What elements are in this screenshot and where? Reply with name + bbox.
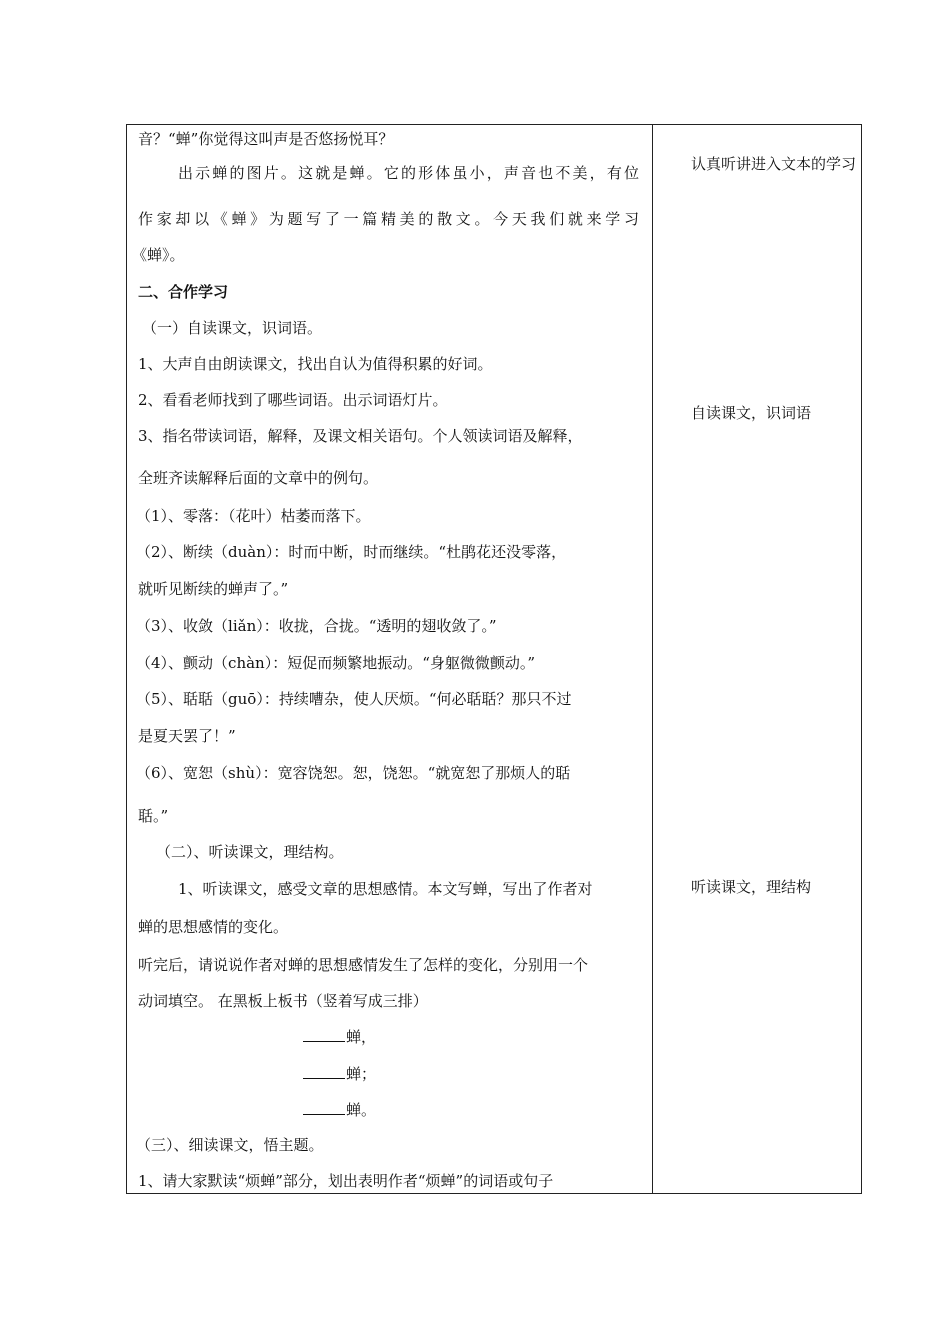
line-text: （5）、聒聒（guō）：持续嘈杂，使人厌烦。“何必聒聒？那只不过 <box>136 690 572 708</box>
line-text: 《蝉》。 <box>132 246 185 264</box>
content-line <box>138 991 428 1011</box>
content-line <box>136 616 497 636</box>
content-line <box>138 209 639 229</box>
line-text: 全班齐读解释后面的文章中的例句。 <box>138 469 379 487</box>
content-line <box>138 282 228 302</box>
line-text: 蝉的思想感情的变化。 <box>138 918 289 936</box>
line-text: 3、指名带读词语，解释，及课文相关语句。个人领读词语及解释， <box>138 427 583 445</box>
content-line <box>178 163 639 183</box>
line-text: 听完后，请说说作者对蝉的思想感情发生了怎样的变化，分别用一个 <box>138 956 589 974</box>
content-line <box>132 245 185 265</box>
line-text: 音？“蝉”你觉得这叫声是否悠扬悦耳？ <box>138 130 394 148</box>
content-line <box>138 129 393 149</box>
fill-in-blank <box>303 1100 345 1115</box>
line-text: 1、听读课文，感受文章的思想感情。本文写蝉，写出了作者对 <box>178 880 593 898</box>
line-text: （3）、收敛（liǎn）：收拢，合拢。“透明的翅收敛了。” <box>136 617 497 635</box>
content-line <box>136 506 371 526</box>
content-line <box>303 1064 376 1084</box>
content-line <box>136 763 570 783</box>
activity-note: 认真听讲进入文本的学习 <box>691 155 857 173</box>
teaching-content-cell <box>127 125 652 1193</box>
content-line <box>138 390 448 410</box>
line-text: 1、请大家默读“烦蝉”部分，划出表明作者“烦蝉”的词语或句子 <box>138 1172 554 1190</box>
line-text: （三）、细读课文，悟主题。 <box>136 1136 324 1154</box>
content-line <box>138 726 236 746</box>
content-line <box>136 1135 324 1155</box>
content-line <box>138 1171 553 1191</box>
line-text: （一）自读课文，识词语。 <box>142 319 323 337</box>
line-text: （6）、宽恕（shù）：宽容饶恕。恕，饶恕。“就宽恕了那烦人的聒 <box>136 764 571 782</box>
content-line <box>138 917 288 937</box>
content-line <box>138 579 288 599</box>
content-line <box>136 689 572 709</box>
line-text: 2、看看老师找到了哪些词语。出示词语灯片。 <box>138 391 448 409</box>
fill-in-blank <box>303 1064 345 1079</box>
content-line <box>138 806 168 826</box>
line-text: 蝉。 <box>346 1101 377 1119</box>
content-line <box>303 1100 376 1120</box>
content-line <box>178 879 593 899</box>
line-text: 动词填空。 在黑板上板书（竖着写成三排） <box>138 992 428 1010</box>
line-text: （1）、零落：（花叶）枯萎而落下。 <box>136 507 371 525</box>
content-line <box>138 955 588 975</box>
content-line <box>136 653 535 673</box>
content-line <box>136 542 566 562</box>
fill-in-blank <box>303 1027 345 1042</box>
activity-note: 听读课文，理结构 <box>691 878 812 896</box>
line-text: 作家却以《蝉》为题写了一篇精美的散文。今天我们就来学习 <box>138 210 639 228</box>
lesson-plan-table <box>126 124 862 1194</box>
line-text: （4）、颤动（chàn）：短促而频繁地振动。“身躯微微颤动。” <box>136 654 536 672</box>
content-line <box>138 468 378 488</box>
content-line <box>142 318 322 338</box>
line-text: 二、合作学习 <box>138 283 229 301</box>
line-text: 1、大声自由朗读课文，找出自认为值得积累的好词。 <box>138 355 493 373</box>
content-line <box>138 354 493 374</box>
student-activity-cell <box>653 125 861 1193</box>
line-text: 出示蝉的图片。这就是蝉。它的形体虽小，声音也不美，有位 <box>178 164 639 182</box>
line-text: 聒。” <box>138 807 169 825</box>
line-text: 就听见断续的蝉声了。” <box>138 580 289 598</box>
content-line <box>303 1027 376 1047</box>
line-text: 蝉； <box>346 1065 377 1083</box>
line-text: 蝉， <box>346 1028 377 1046</box>
line-text: （2）、断续（duàn）：时而中断，时而继续。“杜鹃花还没零落， <box>136 543 567 561</box>
content-line <box>156 842 344 862</box>
activity-note: 自读课文，识词语 <box>691 404 812 422</box>
line-text: （二）、听读课文，理结构。 <box>156 843 344 861</box>
content-line <box>138 426 583 446</box>
line-text: 是夏天罢了！” <box>138 727 236 745</box>
